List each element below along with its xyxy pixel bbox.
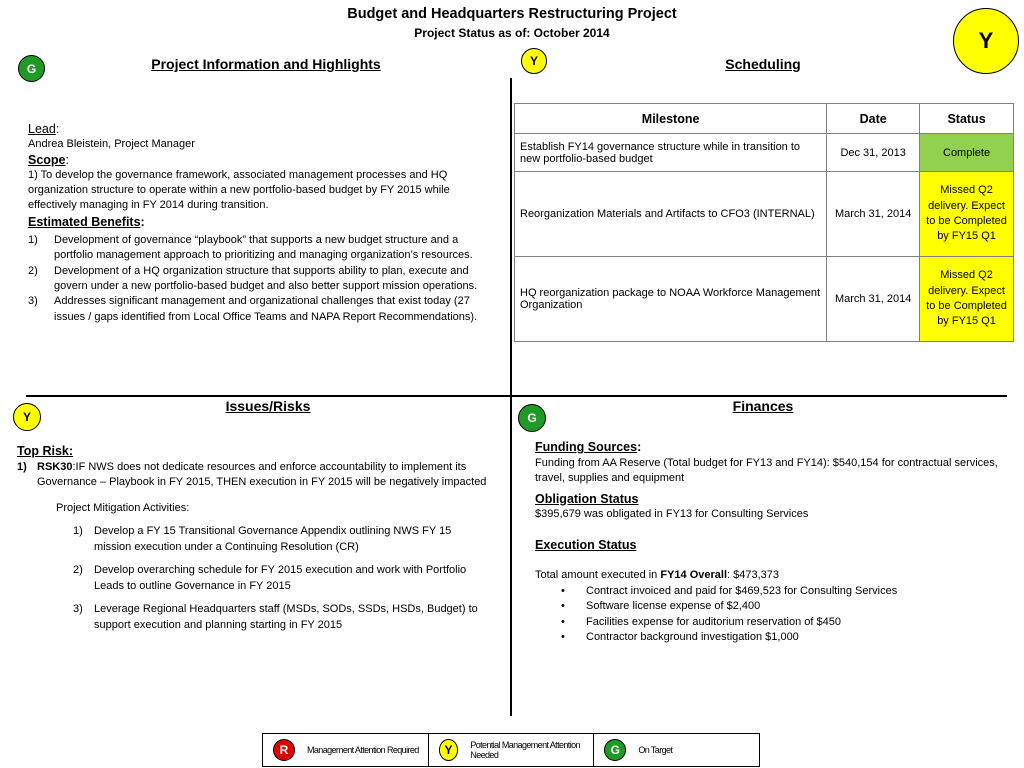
benefits-label-row: Estimated Benefits: — [28, 214, 145, 229]
milestone-table — [514, 103, 1014, 342]
milestone-cell: Reorganization Materials and Artifacts to CFO3 (INTERNAL) — [515, 172, 827, 257]
funding-label: Funding Sources — [535, 440, 638, 454]
page-subtitle: Project Status as of: October 2014 — [414, 26, 610, 40]
info-body — [28, 122, 490, 325]
list-item: • Software license expense of $2,400 — [535, 599, 1005, 615]
milestone-cell: HQ reorganization package to NOAA Workforce Management Organization — [515, 257, 827, 342]
legend-yellow-text: Potential Management Attention Needed — [470, 740, 580, 760]
legend-yellow-badge: Y — [439, 739, 459, 761]
date-cell: Dec 31, 2013 — [827, 134, 920, 172]
issues-status-badge: Y — [13, 403, 41, 431]
finances-status-badge: G — [518, 404, 546, 432]
col-status: Status — [920, 104, 1014, 134]
list-item: 2) Development of a HQ organization structure that supports ability to plan, execute and govern under a new portfolio-based budget and also better support mission operations. — [28, 264, 478, 292]
scope-value: 1) To develop the governance framework, associated management processes and HQ organization structure to operate within a new portfolio-based budget by FY 2015 while effectively managing in FY 2014 during transition. — [28, 168, 450, 212]
issues-heading: Issues/Risks — [225, 398, 311, 414]
lead-label-row: Lead: — [28, 122, 60, 136]
top-risk-item: 1) RSK30:IF NWS does not dedicate resources and enforce accountability to implement its Governance – Playbook in FY 2015, THEN execution in FY 2015 will be negatively impacted — [17, 460, 487, 488]
overall-status-badge: Y — [953, 8, 1019, 74]
finances-body — [535, 440, 1005, 646]
list-item: 1) Develop a FY 15 Transitional Governance Appendix outlining NWS FY 15 mission execution under a Continuing Resolution (CR) — [73, 525, 452, 553]
legend-green-badge: G — [604, 739, 626, 761]
table-header-row — [515, 104, 1014, 134]
funding-text: Funding from AA Reserve (Total budget for FY13 and FY14): $540,154 for contractual services, travel, supplies and equipment — [535, 456, 998, 484]
table-row — [515, 257, 1014, 342]
col-milestone: Milestone — [515, 104, 827, 134]
execution-total: Total amount executed in FY14 Overall: $473,373 — [535, 569, 780, 581]
status-cell: Complete — [920, 134, 1014, 172]
legend-red-text: Management Attention Required — [307, 745, 419, 755]
legend-item-red — [263, 734, 429, 766]
legend-item-green — [594, 734, 759, 766]
scheduling-status-badge: Y — [521, 48, 547, 74]
legend-item-yellow — [429, 734, 595, 766]
vertical-divider — [510, 78, 512, 716]
scope-label: Scope — [28, 152, 66, 167]
table-row — [515, 134, 1014, 172]
table-row — [515, 172, 1014, 257]
mitigation-label: Project Mitigation Activities: — [56, 501, 190, 514]
date-cell: March 31, 2014 — [827, 257, 920, 342]
info-heading: Project Information and Highlights — [151, 56, 381, 72]
execution-list — [535, 584, 1005, 646]
date-cell: March 31, 2014 — [827, 172, 920, 257]
status-cell: Missed Q2 delivery. Expect to be Completed by FY15 Q1 — [920, 172, 1014, 257]
benefits-list — [28, 233, 490, 325]
scheduling-heading: Scheduling — [725, 56, 801, 72]
status-legend — [262, 733, 760, 767]
obligation-text: $395,679 was obligated in FY13 for Consulting Services — [535, 508, 809, 520]
list-item: 3) Addresses significant management and organizational challenges that exist today (27 issues / gaps identified from Local Office Teams and NAPA Report Recommendations). — [28, 295, 478, 323]
obligation-label: Obligation Status — [535, 491, 639, 506]
legend-red-badge: R — [273, 739, 295, 761]
execution-label: Execution Status — [535, 537, 637, 552]
issues-body — [17, 444, 487, 633]
legend-green-text: On Target — [638, 745, 673, 755]
finances-heading: Finances — [732, 398, 794, 414]
list-item: • Contractor background investigation $1,000 — [535, 630, 1005, 646]
lead-label: Lead — [28, 122, 56, 136]
risk-id: RSK30 — [37, 460, 73, 473]
horizontal-divider — [26, 395, 1007, 397]
list-item: 3) Leverage Regional Headquarters staff (MSDs, SODs, SSDs, HSDs, Budget) to support execution and planning starting in FY 2015 — [73, 603, 478, 631]
lead-value: Andrea Bleistein, Project Manager — [28, 138, 195, 151]
scope-label-row: Scope: — [28, 152, 69, 167]
milestone-cell: Establish FY14 governance structure while in transition to new portfolio-based budget — [515, 134, 827, 172]
col-date: Date — [827, 104, 920, 134]
list-item: 1) Development of governance “playbook” that supports a new budget structure and a portfolio management approach to prioritizing and managing organization’s resources. — [28, 234, 473, 262]
status-cell: Missed Q2 delivery. Expect to be Completed by FY15 Q1 — [920, 257, 1014, 342]
info-status-badge: G — [18, 55, 45, 82]
benefits-label: Estimated Benefits — [28, 214, 141, 229]
list-item: • Contract invoiced and paid for $469,523 for Consulting Services — [535, 584, 1005, 600]
list-item: • Facilities expense for auditorium reservation of $450 — [535, 615, 1005, 631]
funding-label-row: Funding Sources: — [535, 440, 642, 454]
mitigation-list — [73, 524, 487, 633]
page-title: Budget and Headquarters Restructuring Project — [347, 6, 677, 22]
top-risk-label: Top Risk: — [17, 444, 74, 458]
list-item: 2) Develop overarching schedule for FY 2015 execution and work with Portfolio Leads to outline Governance in FY 2015 — [73, 564, 467, 592]
